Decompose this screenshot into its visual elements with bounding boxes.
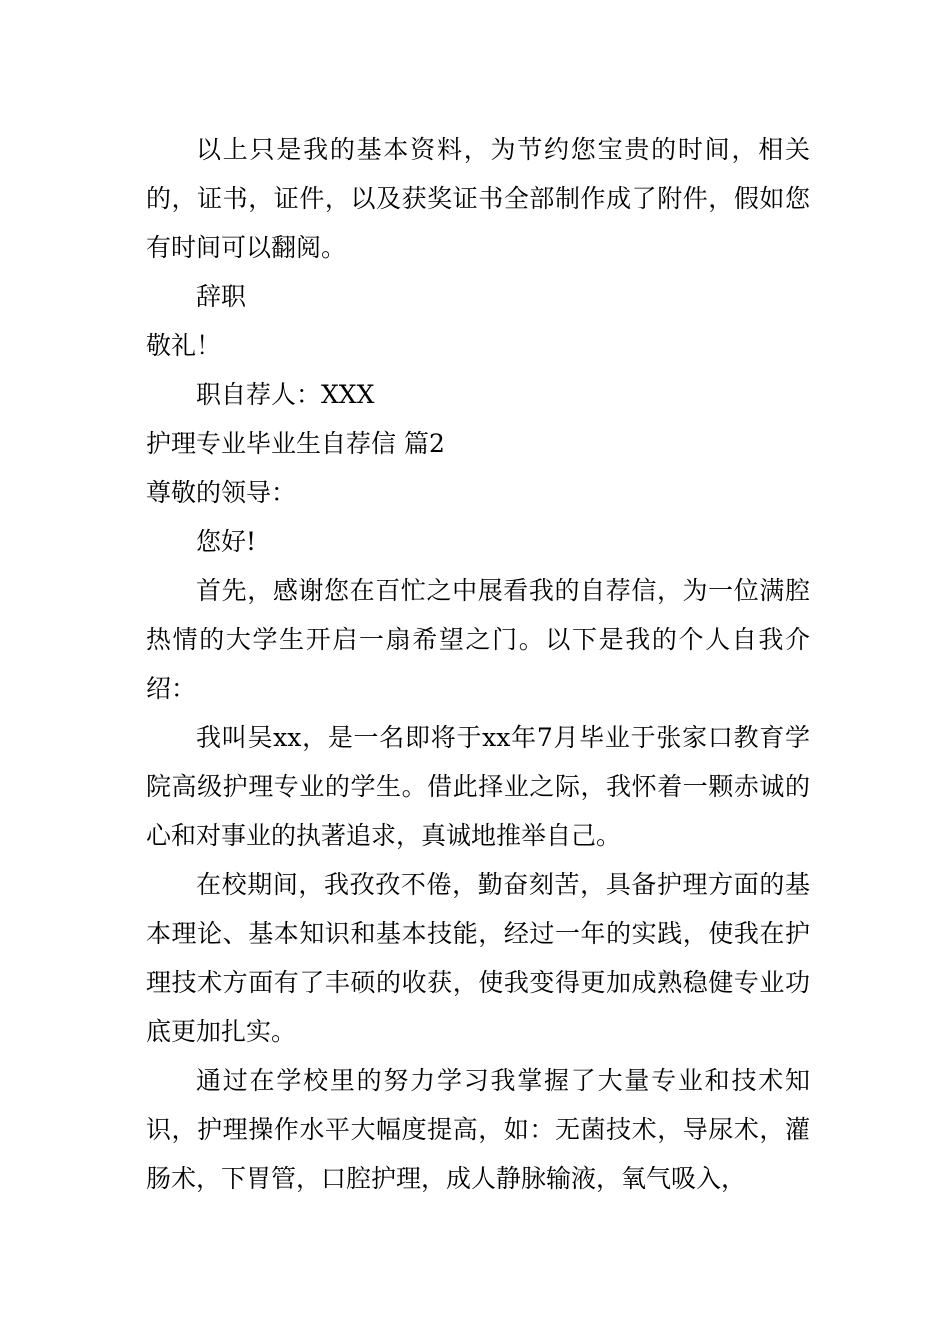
- paragraph-school-study: 在校期间，我孜孜不倦，勤奋刻苦，具备护理方面的基本理论、基本知识和基本技能，经过一年的实践，使我在护理技术方面有了丰硕的收获，使我变得更加成熟稳健专业功底更加扎实。: [146, 870, 810, 1046]
- paragraph-attachments: 以上只是我的基本资料，为节约您宝贵的时间，相关的，证书，证件，以及获奖证书全部制作成了附件，假如您有时间可以翻阅。: [146, 135, 810, 262]
- paragraph-resign: 辞职: [196, 282, 247, 311]
- paragraph-signature: 职自荐人：XXX: [196, 380, 375, 409]
- paragraph-salute: 敬礼！: [146, 331, 222, 360]
- paragraph-skills: 通过在学校里的努力学习我掌握了大量专业和技术知识，护理操作水平大幅度提高，如：无菌技术，导尿术，灌肠术，下胃管，口腔护理，成人静脉输液，氧气吸入，: [146, 1066, 810, 1193]
- section-title: 护理专业毕业生自荐信 篇2: [146, 429, 445, 458]
- document-page: [146, 125, 810, 1203]
- paragraph-intro: 首先，感谢您在百忙之中展看我的自荐信，为一位满腔热情的大学生开启一扇希望之门。以下是我的个人自我介绍：: [146, 576, 810, 703]
- paragraph-hello: 您好!: [196, 527, 257, 556]
- paragraph-greeting-recipient: 尊敬的领导：: [146, 478, 297, 507]
- paragraph-self-intro: 我叫吴xx，是一名即将于xx年7月毕业于张家口教育学院高级护理专业的学生。借此择业之际，我怀着一颗赤诚的心和对事业的执著追求，真诚地推举自己。: [146, 723, 810, 850]
